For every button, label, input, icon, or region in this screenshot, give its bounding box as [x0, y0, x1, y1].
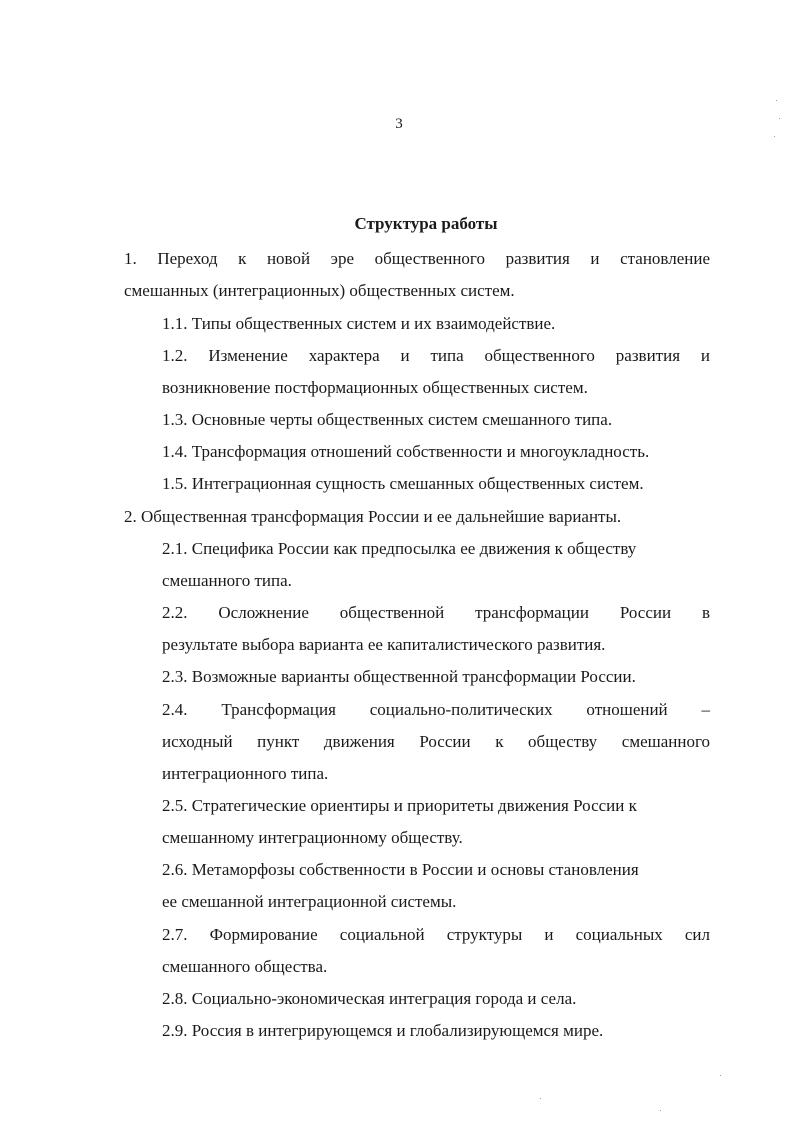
toc-item-2-3: 2.3. Возможные варианты общественной трансформации России. — [162, 667, 636, 686]
toc-item-2-7-line-2: смешанного общества. — [162, 957, 328, 976]
scan-speck — [774, 136, 775, 137]
toc-item-1-3: 1.3. Основные черты общественных систем смешанного типа. — [162, 410, 613, 429]
toc-item-1-5: 1.5. Интеграционная сущность смешанных общественных систем. — [162, 474, 644, 493]
scan-speck — [776, 100, 777, 101]
page-number: 3 — [395, 116, 403, 132]
toc-item-2-5-line-1: 2.5. Стратегические ориентиры и приоритеты движения России к — [162, 796, 637, 815]
toc-item-2-4-line-2: исходный пункт движения России к обществу смешанного — [162, 732, 710, 751]
toc-item-2-4-line-3: интеграционного типа. — [162, 764, 329, 783]
toc-item-1-4: 1.4. Трансформация отношений собственности и многоукладность. — [162, 442, 650, 461]
toc-section-2: 2. Общественная трансформация России и ее дальнейшие варианты. — [124, 507, 622, 526]
toc-item-2-6-line-1: 2.6. Метаморфозы собственности в России и основы становления — [162, 860, 639, 879]
toc-item-1-2-line-1: 1.2. Изменение характера и типа общественного развития и — [162, 346, 710, 365]
scan-speck — [779, 118, 780, 119]
toc-item-2-2-line-1: 2.2. Осложнение общественной трансформации России в — [162, 603, 710, 622]
document-title: Структура работы — [354, 214, 498, 233]
toc-item-2-4-line-1: 2.4. Трансформация социально-политических отношений – — [162, 700, 710, 719]
toc-section-1-line-2: смешанных (интеграционных) общественных систем. — [124, 281, 515, 300]
toc-item-2-6-line-2: ее смешанной интеграционной системы. — [162, 892, 457, 911]
scan-speck — [720, 1075, 721, 1076]
toc-item-1-2-line-2: возникновение постформационных общественных систем. — [162, 378, 588, 397]
toc-item-2-1-line-2: смешанного типа. — [162, 571, 292, 590]
scan-speck — [660, 1110, 661, 1111]
toc-item-2-1-line-1: 2.1. Специфика России как предпосылка ее движения к обществу — [162, 539, 637, 558]
scan-speck — [540, 1098, 541, 1099]
toc-item-2-9: 2.9. Россия в интегрирующемся и глобализирующемся мире. — [162, 1021, 604, 1040]
toc-item-2-5-line-2: смешанному интеграционному обществу. — [162, 828, 463, 847]
toc-section-1-line-1: 1. Переход к новой эре общественного развития и становление — [124, 249, 710, 268]
toc-item-2-8: 2.8. Социально-экономическая интеграция города и села. — [162, 989, 577, 1008]
toc-item-2-2-line-2: результате выбора варианта ее капиталистического развития. — [162, 635, 606, 654]
toc-item-2-7-line-1: 2.7. Формирование социальной структуры и социальных сил — [162, 925, 710, 944]
toc-item-1-1: 1.1. Типы общественных систем и их взаимодействие. — [162, 314, 556, 333]
